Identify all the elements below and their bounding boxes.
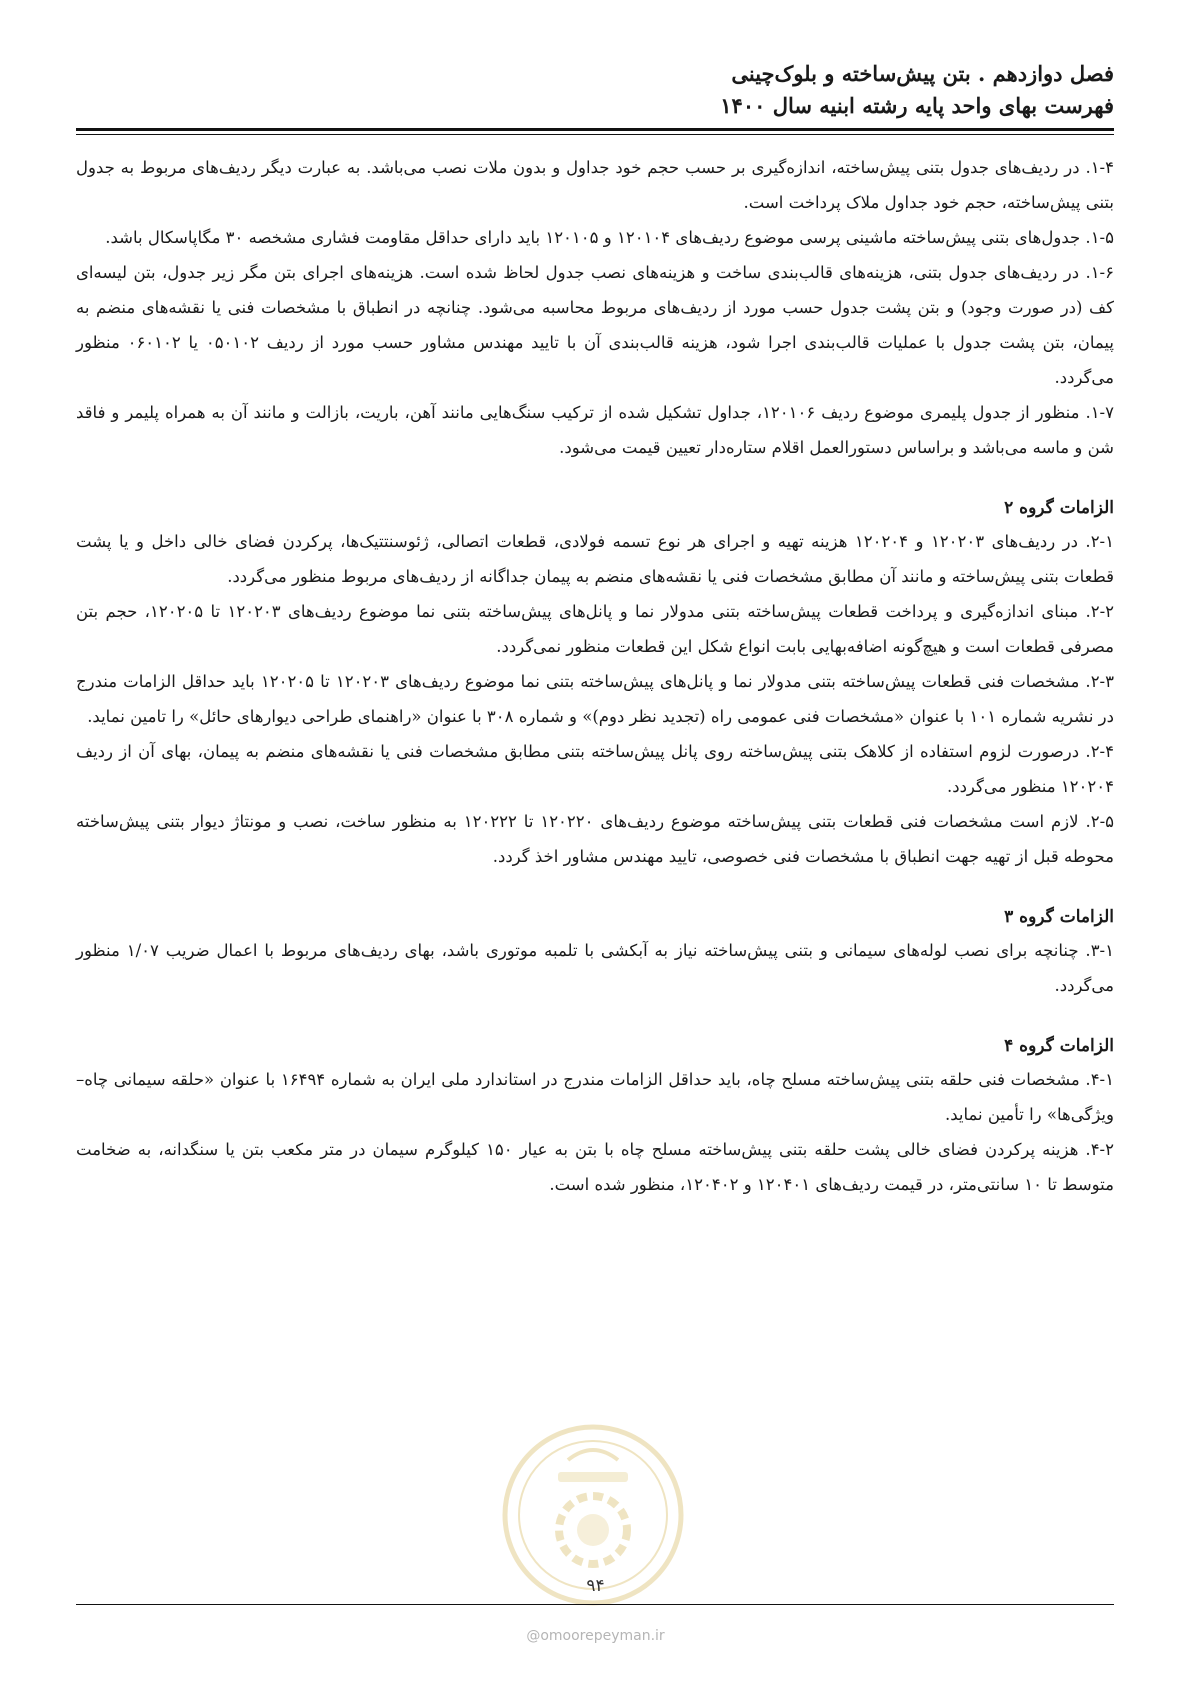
paragraph-1-5: ۱-۵. جدول‌های بتنی پیش‌ساخته ماشینی پرسی موضوع ردیف‌های ۱۲۰۱۰۴ و ۱۲۰۱۰۵ باید دارای حداقل مقاومت فشاری مشخصه ۳۰ مگاپاسکال باشد.: [105, 228, 1114, 247]
paragraph-4-1: ۴-۱. مشخصات فنی حلقه بتنی پیش‌ساخته مسلح چاه، باید حداقل الزامات مندرج در استاندارد ملی ایران به شماره ۱۶۴۹۴ با عنوان «حلقه سیمانی چاه–ویژگی‌ها» را تأمین نماید.: [76, 1070, 1114, 1124]
paragraph-2-5: ۲-۵. لازم است مشخصات فنی قطعات بتنی پیش‌ساخته موضوع ردیف‌های ۱۲۰۲۲۰ تا ۱۲۰۲۲۲ به منظور ساخت، نصب و مونتاژ دیوار بتنی پیش‌ساخته محوطه قبل از تهیه جهت انطباق با مشخصات فنی خصوصی، تایید مهندس مشاور اخذ گردد.: [76, 812, 1115, 866]
paragraph-2-2: ۲-۲. مبنای اندازه‌گیری و پرداخت قطعات پیش‌ساخته بتنی مدولار نما و پانل‌های پیش‌ساخته بتنی نما موضوع ردیف‌های ۱۲۰۲۰۳ تا ۱۲۰۲۰۵، حجم بتن مصرفی قطعات است و هیچ‌گونه اضافه‌بهایی بابت انواع شکل این قطعات منظور نمی‌گردد.: [76, 602, 1115, 656]
section-heading-group-2: الزامات گروه ۲: [1004, 498, 1114, 518]
paragraph-1-4: ۱-۴. در ردیف‌های جدول بتنی پیش‌ساخته، اندازه‌گیری بر حسب حجم خود جداول و بدون ملات نصب می‌باشد. به عبارت دیگر ردیف‌های مربوط به جدول بتنی پیش‌ساخته، حجم خود جداول ملاک پرداخت است.: [76, 158, 1114, 212]
page-number: ۹۴: [586, 1576, 605, 1596]
paragraph-2-1: ۲-۱. در ردیف‌های ۱۲۰۲۰۳ و ۱۲۰۲۰۴ هزینه تهیه و اجرای هر نوع تسمه فولادی، قطعات اتصالی، ژئوسنتتیک‌ها، پرکردن فضای خالی داخل و یا پشت قطعات بتنی پیش‌ساخته و مانند آن مطابق مشخصات فنی یا نقشه‌های منضم به پیمان جداگانه از ردیف‌های مربوط منظور می‌گردد.: [76, 532, 1114, 586]
chapter-title: فصل دوازدهم . بتن پیش‌ساخته و بلوک‌چینی: [731, 61, 1114, 86]
footer-rule: [76, 1604, 1114, 1605]
paragraph-1-6: ۱-۶. در ردیف‌های جدول بتنی، هزینه‌های قالب‌بندی ساخت و هزینه‌های نصب جدول لحاظ شده است. هزینه‌های اجرای بتن مگر زیر جدول، بتن لیسه‌ای کف (در صورت وجود) و بتن پشت جدول حسب مورد از ردیف‌های مربوط محاسبه می‌شود. چنانچه در انطباق با مشخصات فنی یا نقشه‌های منضم به پیمان، بتن پشت جدول با عملیات قالب‌بندی اجرا شود، هزینه قالب‌بندی آن با تایید مهندس مشاور حسب مورد از ردیف ۰۵۰۱۰۲ یا ۰۶۰۱۰۲ منظور می‌گردد.: [76, 263, 1115, 387]
list-title: فهرست بهای واحد پایه رشته ابنیه سال ۱۴۰۰: [720, 93, 1114, 118]
paragraph-2-4: ۲-۴. درصورت لزوم استفاده از کلاهک بتنی پیش‌ساخته روی پانل پیش‌ساخته بتنی مطابق مشخصات فنی یا نقشه‌های منضم به پیمان، بهای آن از ردیف ۱۲۰۲۰۴ منظور می‌گردد.: [76, 742, 1114, 796]
header-rule-thin: [76, 134, 1114, 135]
paragraph-2-3: ۲-۳. مشخصات فنی قطعات پیش‌ساخته بتنی مدولار نما و پانل‌های پیش‌ساخته بتنی نما موضوع ردیف‌های ۱۲۰۲۰۳ تا ۱۲۰۲۰۵ باید حداقل الزامات مندرج در نشریه شماره ۱۰۱ با عنوان «مشخصات فنی عمومی راه (تجدید نظر دوم)» و شماره ۳۰۸ با عنوان «راهنمای طراحی دیوارهای حائل» را تامین نماید.: [76, 672, 1114, 726]
document-body: [76, 150, 1114, 1202]
header-rule-thick: [76, 128, 1114, 131]
paragraph-1-7: ۱-۷. منظور از جدول پلیمری موضوع ردیف ۱۲۰۱۰۶، جداول تشکیل شده از ترکیب سنگ‌هایی مانند آهن، باریت، بازالت و مانند آن به همراه پلیمر و فاقد شن و ماسه می‌باشد و براساس دستورالعمل اقلام ستاره‌دار تعیین قیمت می‌شود.: [76, 403, 1114, 457]
paragraph-3-1: ۳-۱. چنانچه برای نصب لوله‌های سیمانی و بتنی پیش‌ساخته نیاز به آبکشی با تلمبه موتوری باشد، بهای ردیف‌های مربوط با اعمال ضریب ۱/۰۷ منظور می‌گردد.: [76, 941, 1114, 995]
section-heading-group-3: الزامات گروه ۳: [1004, 907, 1114, 927]
paragraph-4-2: ۴-۲. هزینه پرکردن فضای خالی پشت حلقه بتنی پیش‌ساخته مسلح چاه با بتن به عیار ۱۵۰ کیلوگرم سیمان در متر مکعب بتن یا سنگدانه، به ضخامت متوسط تا ۱۰ سانتی‌متر، در قیمت ردیف‌های ۱۲۰۴۰۱ و ۱۲۰۴۰۲، منظور شده است.: [76, 1140, 1114, 1194]
section-heading-group-4: الزامات گروه ۴: [1004, 1036, 1114, 1056]
website-watermark: @omoorepeyman.ir: [526, 1628, 665, 1644]
page-header: [74, 58, 1114, 122]
